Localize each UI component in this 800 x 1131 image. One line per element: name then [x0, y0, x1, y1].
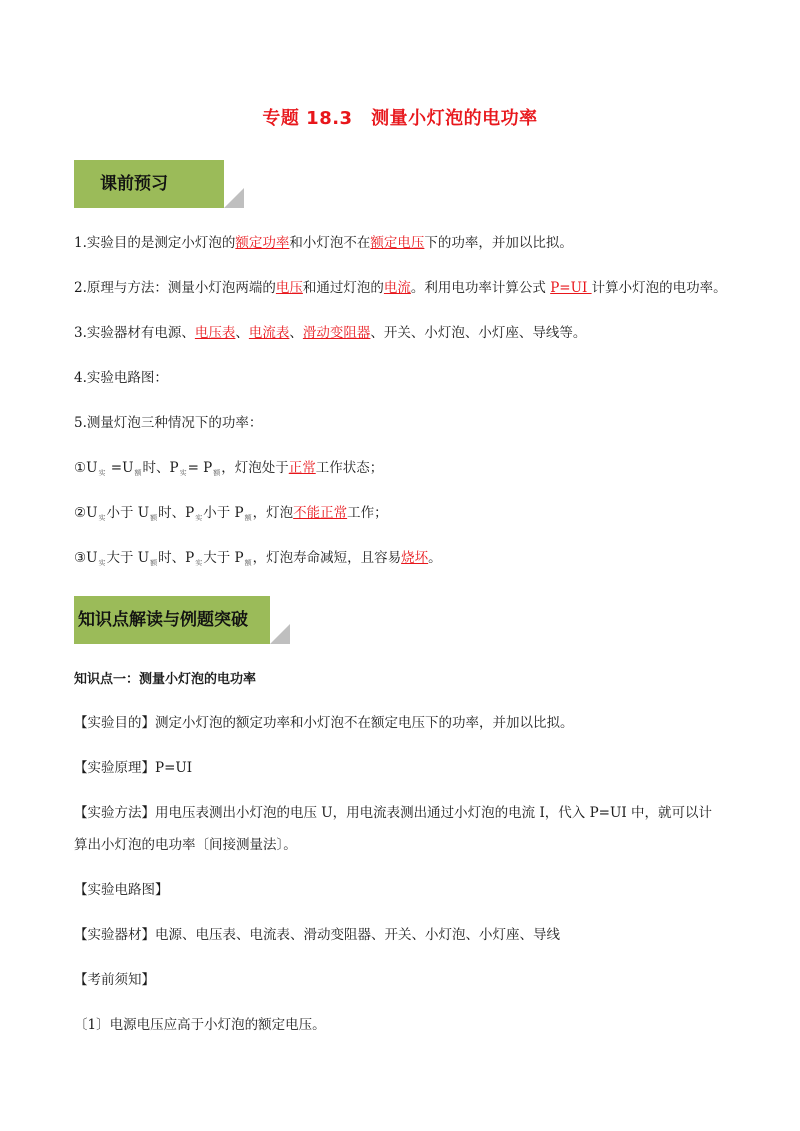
- answer: 额定功率: [235, 235, 290, 251]
- answer: 电流: [383, 280, 411, 296]
- text: ①U: [74, 460, 98, 476]
- banner-shadow: [224, 188, 244, 208]
- text: 小于 P: [203, 505, 244, 521]
- knowledge-point-title: 知识点一：测量小灯泡的电功率: [74, 672, 257, 687]
- section-banner-knowledge: [74, 596, 290, 644]
- text: ，灯泡寿命减短，且容易: [252, 550, 402, 566]
- text: 测定小灯泡的额定功率和小灯泡不在额定电压下的功率，并加以比拟。: [155, 715, 574, 731]
- experiment-method: [74, 803, 712, 823]
- subscript: 额: [244, 514, 252, 522]
- text: 时、P: [158, 550, 195, 566]
- answer: 额定电压: [370, 235, 425, 251]
- experiment-equipment: [74, 925, 560, 945]
- condition-2: [74, 503, 388, 525]
- answer: 电流表: [248, 325, 290, 341]
- text: 工作；: [347, 505, 388, 521]
- text: 电源、电压表、电流表、滑动变阻器、开关、小灯泡、小灯座、导线: [155, 927, 560, 943]
- section-banner-preview: [74, 160, 244, 208]
- subscript: 实: [195, 559, 203, 567]
- experiment-method-cont: 算出小灯泡的电功率〔间接测量法〕。: [74, 837, 297, 853]
- section-tag: 【实验电路图】: [74, 882, 169, 898]
- text: 1.实验目的是测定小灯泡的: [74, 235, 236, 251]
- text: ，灯泡处于: [221, 460, 289, 476]
- answer: 电压: [275, 280, 303, 296]
- circuit-diagram-heading: [74, 880, 169, 900]
- subscript: 额: [244, 559, 252, 567]
- text: 、: [235, 325, 249, 341]
- text: 工作状态；: [315, 460, 384, 476]
- subscript: 实: [98, 514, 106, 522]
- text: P=UI: [155, 760, 193, 776]
- subscript: 额: [150, 559, 158, 567]
- answer: P=UI: [550, 280, 592, 296]
- section-title-preview: 课前预习: [100, 174, 168, 194]
- paragraph-5: 5.测量灯泡三种情况下的功率：: [74, 415, 263, 431]
- text: 3.实验器材有电源、: [74, 325, 195, 341]
- answer: 电压表: [194, 325, 236, 341]
- subscript: 额: [213, 469, 221, 477]
- section-tag: 【实验原理】: [74, 760, 155, 776]
- precaution-1: 〔1〕电源电压应高于小灯泡的额定电压。: [74, 1017, 326, 1033]
- section-tag: 【考前须知】: [74, 972, 155, 988]
- text: 2.原理与方法：测量小灯泡两端的: [74, 280, 276, 296]
- answer: 烧坏: [401, 550, 429, 566]
- paragraph-4: 4.实验电路图：: [74, 370, 168, 386]
- answer: 不能正常: [293, 505, 348, 521]
- text: 。: [428, 550, 442, 566]
- subscript: 实: [98, 469, 106, 477]
- text: 大于 P: [203, 550, 244, 566]
- answer: 滑动变阻器: [302, 325, 371, 341]
- section-tag: 【实验方法】: [74, 805, 155, 821]
- section-title-knowledge: 知识点解读与例题突破: [78, 610, 248, 630]
- text: 和通过灯泡的: [302, 280, 384, 296]
- text: 下的功率，并加以比拟。: [424, 235, 573, 251]
- page-title: 专题 18.3 测量小灯泡的电功率: [262, 108, 538, 129]
- text: ③U: [74, 550, 98, 566]
- condition-3: [74, 548, 442, 570]
- answer: 正常: [288, 460, 316, 476]
- paragraph-2: [74, 278, 727, 298]
- text: 大于 U: [106, 550, 150, 566]
- section-tag: 【实验目的】: [74, 715, 155, 731]
- paragraph-3: [74, 323, 586, 343]
- subscript: 实: [98, 559, 106, 567]
- text: 、开关、小灯泡、小灯座、导线等。: [370, 325, 587, 341]
- text: ，灯泡: [252, 505, 294, 521]
- subscript: 实: [179, 469, 187, 477]
- text: 时、P: [142, 460, 179, 476]
- precautions-heading: [74, 970, 155, 990]
- text: =U: [106, 460, 134, 476]
- section-tag: 【实验器材】: [74, 927, 155, 943]
- experiment-principle: [74, 758, 192, 778]
- subscript: 额: [134, 469, 142, 477]
- subscript: 实: [195, 514, 203, 522]
- text: = P: [187, 460, 213, 476]
- text: 和小灯泡不在: [289, 235, 371, 251]
- text: ②U: [74, 505, 98, 521]
- text: 、: [289, 325, 303, 341]
- condition-1: [74, 458, 383, 480]
- text: 用电压表测出小灯泡的电压 U，用电流表测出通过小灯泡的电流 I，代入 P=UI 中，就可以计: [155, 805, 712, 821]
- experiment-purpose: [74, 713, 574, 733]
- text: 小于 U: [106, 505, 150, 521]
- banner-shadow: [270, 624, 290, 644]
- text: 时、P: [158, 505, 195, 521]
- text: 。利用电功率计算公式: [410, 280, 551, 296]
- subscript: 额: [150, 514, 158, 522]
- paragraph-1: [74, 233, 573, 253]
- text: 计算小灯泡的电功率。: [591, 280, 727, 296]
